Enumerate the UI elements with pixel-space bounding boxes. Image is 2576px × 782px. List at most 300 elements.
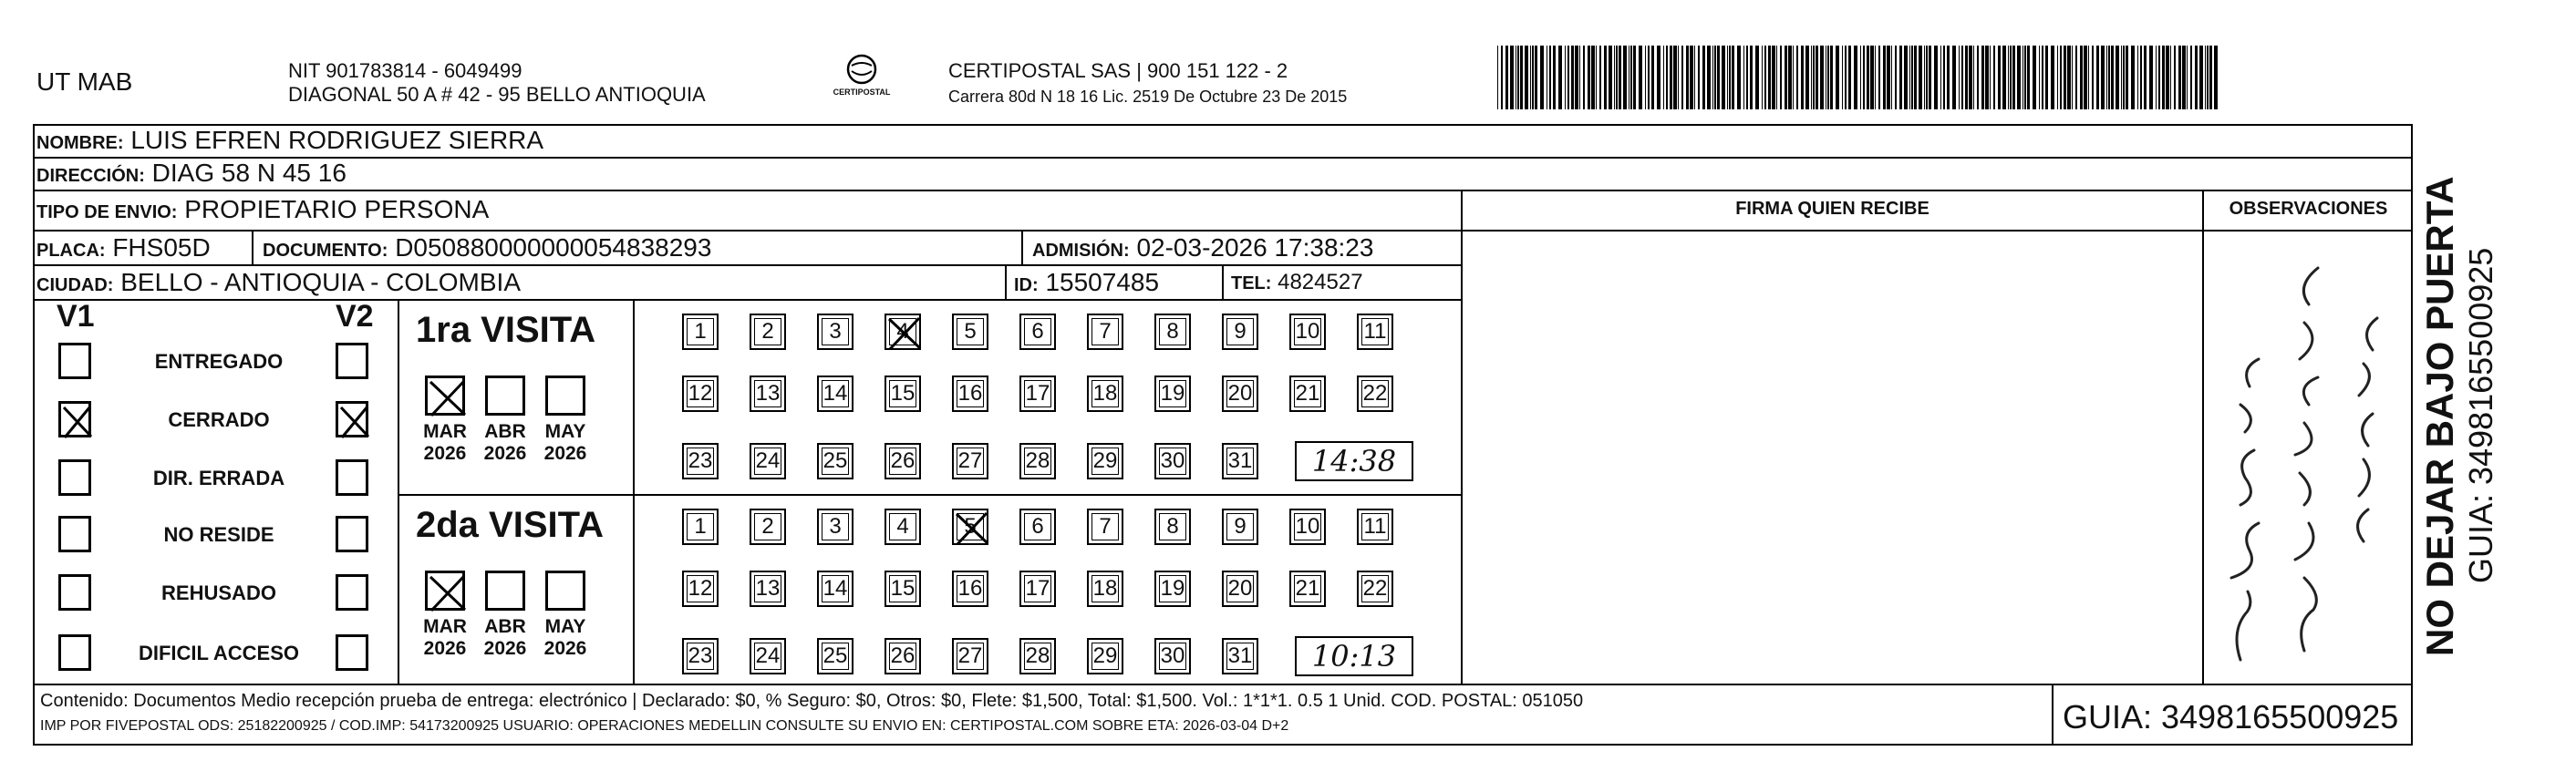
day-box[interactable]	[1087, 314, 1123, 350]
ciudad-value: BELLO - ANTIOQUIA - COLOMBIA	[120, 268, 521, 296]
day-box[interactable]	[817, 376, 853, 412]
barcode-bar	[1690, 46, 1693, 109]
barcode-bar	[1630, 46, 1632, 109]
day-number: 17	[1025, 576, 1050, 601]
documento-value: D050880000000054838293	[395, 233, 712, 262]
day-box[interactable]	[682, 376, 719, 412]
month-label: ABR	[484, 421, 526, 442]
visit-title: 1ra VISITA	[416, 310, 596, 350]
day-number: 26	[890, 643, 916, 668]
footer-guia: GUIA: 3498165500925	[2063, 698, 2399, 736]
day-box[interactable]	[885, 443, 921, 479]
barcode-bar	[1929, 46, 1931, 109]
check-mark-icon	[428, 573, 468, 613]
barcode-bar	[2187, 46, 2188, 109]
observaciones-header: OBSERVACIONES	[2229, 199, 2388, 219]
footer-print-info: IMP POR FIVEPOSTAL ODS: 25182200925 / COD.IMP: 54173200925 USUARIO: OPERACIONES MEDELLIN CONSULTE SU ENVIO EN: CERTIPOSTAL.COM SOBRE ETA: 2026-03-04 D+2	[40, 718, 1289, 734]
status-label: NO RESIDE	[163, 523, 274, 546]
barcode-bar	[1891, 46, 1892, 109]
barcode-bar	[1712, 46, 1713, 109]
month-year: 2026	[543, 638, 587, 659]
day-number: 8	[1166, 319, 1179, 344]
day-number: 4	[896, 514, 909, 539]
month-label: MAR	[423, 616, 467, 637]
day-number: 8	[1166, 514, 1179, 539]
barcode-bar	[1743, 46, 1744, 109]
day-number: 11	[1363, 319, 1387, 344]
day-box[interactable]	[1289, 376, 1326, 412]
barcode-bar	[2156, 46, 2157, 109]
day-box[interactable]	[817, 509, 853, 545]
day-number: 23	[688, 448, 713, 473]
day-box[interactable]	[1087, 443, 1123, 479]
day-box[interactable]	[750, 376, 786, 412]
month-option	[418, 421, 472, 465]
day-box[interactable]	[1222, 509, 1258, 545]
barcode-bar	[1678, 46, 1679, 109]
barcode-bar	[1895, 46, 1897, 109]
barcode-bar	[2096, 46, 2099, 109]
company-address: DIAGONAL 50 A # 42 - 95 BELLO ANTIOQUIA	[288, 83, 706, 106]
day-box[interactable]	[817, 443, 853, 479]
logo-text: CERTIPOSTAL	[833, 87, 891, 97]
day-number: 17	[1025, 381, 1050, 406]
day-box[interactable]	[817, 571, 853, 607]
day-number: 23	[688, 643, 713, 668]
month-checkbox-mar[interactable]	[425, 571, 465, 611]
day-number: 10	[1295, 514, 1320, 539]
id-row	[1014, 264, 1159, 304]
barcode-bar	[2002, 46, 2006, 109]
barcode-bar	[2131, 46, 2135, 109]
ciudad-row	[36, 264, 521, 304]
day-box[interactable]	[1154, 443, 1191, 479]
day-box[interactable]	[952, 443, 988, 479]
barcode	[1495, 46, 2225, 118]
barcode-bar	[1909, 46, 1910, 109]
day-box[interactable]	[952, 638, 988, 674]
barcode-bar	[2144, 46, 2147, 109]
barcode-bar	[1714, 46, 1716, 109]
barcode-bar	[2060, 46, 2062, 109]
barcode-bar	[1961, 46, 1963, 109]
barcode-bar	[1525, 46, 1528, 109]
barcode-bar	[1553, 46, 1556, 109]
month-option	[478, 421, 533, 465]
barcode-bar	[1780, 46, 1782, 109]
day-number: 16	[957, 576, 983, 601]
barcode-bar	[1750, 46, 1753, 109]
barcode-bar	[1633, 46, 1636, 109]
barcode-bar	[1599, 46, 1601, 109]
barcode-bar	[1863, 46, 1865, 109]
day-number: 15	[890, 381, 916, 406]
day-number: 3	[829, 319, 842, 344]
v2-checkbox[interactable]	[336, 459, 368, 496]
barcode-bar	[2126, 46, 2128, 109]
barcode-bar	[2067, 46, 2071, 109]
barcode-bar	[2174, 46, 2176, 109]
barcode-bar	[2017, 46, 2021, 109]
day-number: 7	[1099, 514, 1112, 539]
barcode-bar	[2108, 46, 2110, 109]
day-box[interactable]	[1222, 638, 1258, 674]
barcode-bar	[1567, 46, 1569, 109]
day-box[interactable]	[682, 443, 719, 479]
day-number: 20	[1227, 576, 1253, 601]
barcode-bar	[1981, 46, 1984, 109]
barcode-bar	[1973, 46, 1974, 109]
barcode-bar	[2149, 46, 2153, 109]
id-label: ID:	[1014, 275, 1039, 295]
day-number: 27	[957, 643, 983, 668]
company-name: UT MAB	[36, 67, 133, 96]
day-number: 22	[1362, 381, 1388, 406]
day-box[interactable]	[750, 571, 786, 607]
barcode-bar	[1681, 46, 1683, 109]
barcode-bar	[1969, 46, 1972, 109]
day-box[interactable]	[750, 509, 786, 545]
day-number: 1	[694, 514, 707, 539]
day-number: 19	[1160, 576, 1185, 601]
month-label: MAY	[544, 616, 586, 637]
barcode-bar	[1648, 46, 1650, 109]
day-box[interactable]	[1357, 571, 1393, 607]
barcode-bar	[1940, 46, 1941, 109]
barcode-bar	[2051, 46, 2054, 109]
day-box[interactable]	[1154, 376, 1191, 412]
day-box[interactable]	[885, 571, 921, 607]
day-number: 22	[1362, 576, 1388, 601]
barcode-bar	[1811, 46, 1812, 109]
day-number: 28	[1025, 448, 1050, 473]
barcode-bar	[2170, 46, 2171, 109]
barcode-bar	[1899, 46, 1902, 109]
month-checkbox-mar[interactable]	[425, 376, 465, 416]
day-number: 31	[1227, 448, 1253, 473]
documento-label: DOCUMENTO:	[263, 241, 388, 261]
barcode-bar	[2178, 46, 2181, 109]
day-number: 25	[822, 448, 848, 473]
barcode-bar	[1497, 46, 1498, 109]
barcode-bar	[2190, 46, 2192, 109]
barcode-bar	[1729, 46, 1731, 109]
day-number: 7	[1099, 319, 1112, 344]
v1-checkbox[interactable]	[58, 401, 91, 437]
v2-checkbox[interactable]	[336, 343, 368, 379]
month-checkbox-may[interactable]	[545, 571, 585, 611]
barcode-bar	[2039, 46, 2040, 109]
admision-value: 02-03-2026 17:38:23	[1136, 233, 1374, 262]
day-number: 21	[1295, 381, 1320, 406]
barcode-bar	[1764, 46, 1766, 109]
barcode-bar	[1702, 46, 1705, 109]
nombre-value: LUIS EFREN RODRIGUEZ SIERRA	[130, 126, 544, 154]
barcode-bar	[1875, 46, 1876, 109]
day-number: 14	[822, 576, 848, 601]
barcode-bar	[2057, 46, 2058, 109]
day-box[interactable]	[1154, 509, 1191, 545]
visit-time: 14:38	[1295, 441, 1413, 481]
barcode-bar	[1535, 46, 1537, 109]
barcode-bar	[1959, 46, 1960, 109]
day-number: 24	[755, 448, 781, 473]
day-number: 1	[694, 319, 707, 344]
barcode-bar	[1619, 46, 1621, 109]
day-box[interactable]	[952, 314, 988, 350]
day-number: 12	[688, 576, 713, 601]
barcode-bar	[2064, 46, 2066, 109]
barcode-bar	[1762, 46, 1763, 109]
barcode-bar	[1588, 46, 1590, 109]
day-number: 26	[890, 448, 916, 473]
day-number: 6	[1031, 514, 1044, 539]
v1-checkbox[interactable]	[58, 516, 91, 552]
v1-checkbox[interactable]	[58, 634, 91, 671]
barcode-bar	[1517, 46, 1519, 109]
v1-checkbox[interactable]	[58, 459, 91, 496]
day-box[interactable]	[1019, 638, 1056, 674]
month-option	[418, 616, 472, 660]
barcode-bar	[1827, 46, 1829, 109]
barcode-bar	[1673, 46, 1677, 109]
day-number: 13	[755, 381, 781, 406]
barcode-bar	[1805, 46, 1809, 109]
day-box[interactable]	[952, 376, 988, 412]
barcode-bar	[1579, 46, 1580, 109]
month-option	[478, 616, 533, 660]
month-label: MAY	[544, 421, 586, 442]
tipo-envio-row	[36, 191, 489, 231]
barcode-bar	[1911, 46, 1913, 109]
day-box[interactable]	[817, 638, 853, 674]
visit-title: 2da VISITA	[416, 505, 604, 545]
barcode-bar	[2012, 46, 2015, 109]
day-box[interactable]	[1019, 443, 1056, 479]
barcode-bar	[1947, 46, 1950, 109]
day-box[interactable]	[1357, 314, 1393, 350]
month-checkbox-may[interactable]	[545, 376, 585, 416]
barcode-bar	[1854, 46, 1857, 109]
day-box[interactable]	[1087, 509, 1123, 545]
day-number: 29	[1092, 643, 1118, 668]
day-number: 27	[957, 448, 983, 473]
day-number: 31	[1227, 643, 1253, 668]
barcode-bar	[1990, 46, 1991, 109]
day-number: 12	[688, 381, 713, 406]
barcode-bar	[1686, 46, 1689, 109]
barcode-bar	[1663, 46, 1664, 109]
barcode-bar	[1591, 46, 1595, 109]
placa-row	[36, 230, 211, 269]
barcode-bar	[1532, 46, 1534, 109]
day-box[interactable]	[1222, 376, 1258, 412]
day-number: 24	[755, 643, 781, 668]
day-number: 13	[755, 576, 781, 601]
status-label: DIFICIL ACCESO	[138, 642, 299, 664]
barcode-bar	[1785, 46, 1787, 109]
v2-header: V2	[336, 299, 374, 334]
v2-checkbox[interactable]	[336, 574, 368, 611]
day-box[interactable]	[885, 314, 921, 350]
certipostal-address: Carrera 80d N 18 16 Lic. 2519 De Octubre 23 De 2015	[948, 87, 1348, 106]
barcode-bar	[1565, 46, 1566, 109]
day-box[interactable]	[1222, 314, 1258, 350]
day-box[interactable]	[1154, 638, 1191, 674]
day-number: 20	[1227, 381, 1253, 406]
day-box[interactable]	[1019, 571, 1056, 607]
barcode-bar	[1609, 46, 1612, 109]
v2-checkbox[interactable]	[336, 401, 368, 437]
day-box[interactable]	[682, 509, 719, 545]
certipostal-name: CERTIPOSTAL SAS | 900 151 122 - 2	[948, 59, 1288, 82]
day-box[interactable]	[1289, 314, 1326, 350]
admision-row	[1032, 230, 1373, 269]
barcode-bar	[1727, 46, 1728, 109]
admision-label: ADMISIÓN:	[1032, 241, 1130, 261]
barcode-bar	[1870, 46, 1874, 109]
v1-checkbox[interactable]	[58, 574, 91, 611]
day-number: 5	[964, 319, 977, 344]
barcode-bar	[1639, 46, 1642, 109]
month-checkbox-abr[interactable]	[485, 571, 525, 611]
barcode-bar	[1571, 46, 1574, 109]
direccion-value: DIAG 58 N 45 16	[151, 159, 347, 187]
day-box[interactable]	[1222, 443, 1258, 479]
day-number: 9	[1234, 319, 1247, 344]
day-box[interactable]	[1289, 509, 1326, 545]
day-box[interactable]	[1019, 509, 1056, 545]
day-box[interactable]	[885, 376, 921, 412]
day-number: 6	[1031, 319, 1044, 344]
day-box[interactable]	[1154, 571, 1191, 607]
day-box[interactable]	[1087, 638, 1123, 674]
barcode-bar	[2075, 46, 2077, 109]
barcode-bar	[2080, 46, 2083, 109]
barcode-bar	[1530, 46, 1531, 109]
day-box[interactable]	[1019, 314, 1056, 350]
day-number: 11	[1363, 514, 1387, 539]
barcode-bar	[1816, 46, 1818, 109]
day-box[interactable]	[1154, 314, 1191, 350]
barcode-bar	[1558, 46, 1562, 109]
barcode-bar	[1707, 46, 1711, 109]
barcode-bar	[1883, 46, 1886, 109]
barcode-bar	[2121, 46, 2122, 109]
barcode-bar	[2024, 46, 2026, 109]
barcode-bar	[2111, 46, 2114, 109]
barcode-bar	[1813, 46, 1815, 109]
day-box[interactable]	[1087, 571, 1123, 607]
observaciones-area[interactable]	[2204, 232, 2412, 682]
barcode-bar	[1985, 46, 1989, 109]
day-box[interactable]	[952, 509, 988, 545]
id-value: 15507485	[1045, 268, 1160, 296]
month-checkbox-abr[interactable]	[485, 376, 525, 416]
barcode-bar	[1510, 46, 1514, 109]
day-box[interactable]	[952, 571, 988, 607]
month-year: 2026	[483, 638, 527, 659]
barcode-bar	[1887, 46, 1890, 109]
month-year: 2026	[423, 638, 467, 659]
day-number: 15	[890, 576, 916, 601]
v2-checkbox[interactable]	[336, 516, 368, 552]
documento-row	[263, 230, 711, 269]
barcode-bar	[2033, 46, 2036, 109]
v2-checkbox[interactable]	[336, 634, 368, 671]
barcode-bar	[1836, 46, 1839, 109]
barcode-bar	[2158, 46, 2160, 109]
barcode-bar	[1943, 46, 1945, 109]
tipo-envio-value: PROPIETARIO PERSONA	[184, 195, 490, 223]
barcode-bar	[2045, 46, 2048, 109]
day-box[interactable]	[750, 314, 786, 350]
barcode-bar	[2162, 46, 2165, 109]
barcode-bar	[1965, 46, 1968, 109]
day-box[interactable]	[1357, 509, 1393, 545]
certipostal-logo	[830, 51, 894, 102]
v1-checkbox[interactable]	[58, 343, 91, 379]
day-number: 2	[761, 514, 774, 539]
day-box[interactable]	[1019, 376, 1056, 412]
check-mark-icon	[338, 404, 371, 440]
barcode-bar	[1860, 46, 1861, 109]
day-box[interactable]	[885, 509, 921, 545]
day-box[interactable]	[1222, 571, 1258, 607]
nombre-label: NOMBRE:	[36, 133, 124, 153]
placa-label: PLACA:	[36, 241, 106, 261]
barcode-bar	[2088, 46, 2089, 109]
day-box[interactable]	[1289, 571, 1326, 607]
barcode-bar	[1878, 46, 1880, 109]
day-number: 30	[1160, 448, 1185, 473]
barcode-bar	[1698, 46, 1700, 109]
ciudad-label: CIUDAD:	[36, 275, 114, 295]
barcode-bar	[2214, 46, 2218, 109]
signature-area[interactable]	[1463, 232, 2201, 682]
day-box[interactable]	[1087, 376, 1123, 412]
day-number: 30	[1160, 643, 1185, 668]
month-year: 2026	[543, 443, 587, 464]
day-box[interactable]	[1357, 376, 1393, 412]
barcode-bar	[1520, 46, 1523, 109]
barcode-bar	[1801, 46, 1804, 109]
day-box[interactable]	[750, 443, 786, 479]
barcode-bar	[1848, 46, 1851, 109]
barcode-bar	[1540, 46, 1544, 109]
day-box[interactable]	[682, 638, 719, 674]
day-number: 4	[896, 319, 909, 344]
day-box[interactable]	[817, 314, 853, 350]
day-box[interactable]	[682, 314, 719, 350]
day-box[interactable]	[682, 571, 719, 607]
barcode-bar	[1820, 46, 1824, 109]
barcode-bar	[2140, 46, 2142, 109]
barcode-bar	[1755, 46, 1759, 109]
day-number: 25	[822, 643, 848, 668]
barcode-bar	[2199, 46, 2203, 109]
tel-row	[1231, 264, 1363, 302]
day-number: 18	[1092, 576, 1118, 601]
barcode-bar	[1830, 46, 1833, 109]
barcode-bar	[2137, 46, 2138, 109]
day-number: 9	[1234, 514, 1247, 539]
barcode-bar	[1993, 46, 1995, 109]
barcode-bar	[1934, 46, 1938, 109]
barcode-bar	[2101, 46, 2105, 109]
day-box[interactable]	[750, 638, 786, 674]
day-box[interactable]	[885, 638, 921, 674]
